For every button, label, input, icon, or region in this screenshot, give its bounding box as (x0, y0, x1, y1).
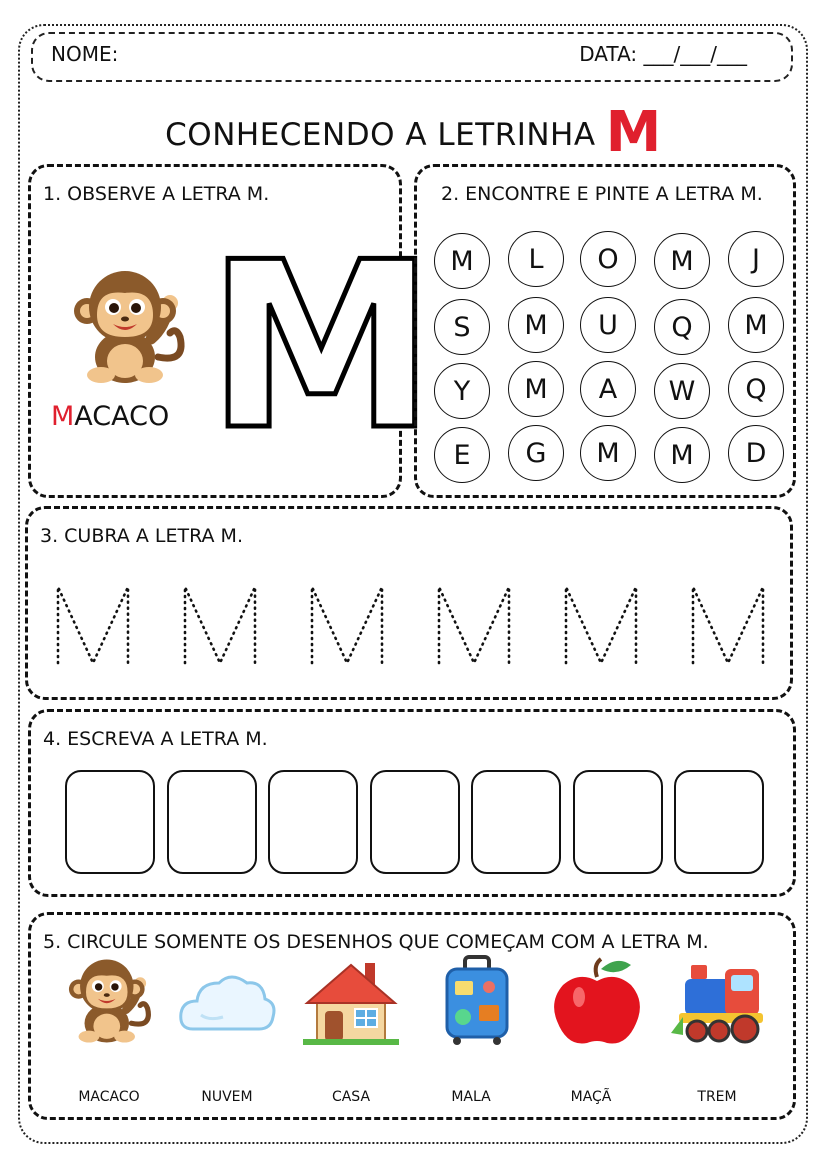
letter-circle[interactable]: M (508, 361, 564, 417)
letter-circle[interactable]: M (434, 233, 490, 289)
letter-circle[interactable]: J (728, 231, 784, 287)
traced-letter[interactable] (439, 587, 509, 663)
picture-label: MAÇÃ (570, 1089, 612, 1105)
section-circle (28, 912, 796, 1120)
word-macaco (51, 401, 169, 432)
word-first-letter: M (51, 401, 75, 432)
writing-box[interactable] (674, 770, 764, 874)
cloud-icon[interactable] (177, 955, 277, 1047)
letter-circle[interactable]: G (508, 425, 564, 481)
apple-icon[interactable] (547, 955, 647, 1047)
header-box (31, 32, 793, 82)
writing-box[interactable] (167, 770, 257, 874)
letter-circle[interactable]: L (508, 231, 564, 287)
picture-label: NUVEM (201, 1089, 253, 1105)
date-label: DATA: ___/___/___ (579, 42, 747, 66)
letter-circle[interactable]: M (654, 233, 710, 289)
picture-label: TREM (697, 1089, 737, 1105)
section-write (28, 709, 796, 897)
word-rest: ACACO (74, 401, 170, 432)
letter-circle[interactable]: W (654, 363, 710, 419)
letter-circle[interactable]: M (728, 297, 784, 353)
traced-letter[interactable] (58, 587, 128, 663)
letter-circle[interactable]: O (580, 231, 636, 287)
letter-circle[interactable]: Q (728, 361, 784, 417)
name-label: NOME: (51, 42, 119, 66)
house-icon[interactable] (301, 955, 401, 1047)
section-title: 3. CUBRA A LETRA M. (40, 525, 243, 547)
letter-circle[interactable]: U (580, 297, 636, 353)
writing-box[interactable] (573, 770, 663, 874)
monkey-icon[interactable] (59, 955, 159, 1047)
section-observe (28, 164, 436, 498)
title-letter: M (605, 100, 662, 165)
outline-letter: M (207, 214, 436, 481)
section-title: 1. OBSERVE A LETRA M. (43, 183, 270, 205)
traced-letter[interactable] (312, 587, 382, 663)
section-title: 5. CIRCULE SOMENTE OS DESENHOS QUE COMEÇAM COM A LETRA M. (43, 931, 709, 953)
section-trace (25, 506, 793, 700)
suitcase-icon[interactable] (427, 955, 527, 1047)
monkey-icon (63, 265, 193, 389)
letter-circle[interactable]: M (508, 297, 564, 353)
letter-circle[interactable]: E (434, 427, 490, 483)
letter-circle[interactable]: A (580, 361, 636, 417)
traced-letters (48, 581, 778, 671)
section-title: 2. ENCONTRE E PINTE A LETRA M. (441, 183, 763, 205)
letter-circle[interactable]: D (728, 425, 784, 481)
traced-letter[interactable] (185, 587, 255, 663)
writing-box[interactable] (65, 770, 155, 874)
picture-label: CASA (331, 1089, 371, 1105)
traced-letter[interactable] (693, 587, 763, 663)
page-title-text: CONHECENDO A LETRINHA (165, 117, 596, 153)
letter-circle[interactable]: S (434, 299, 490, 355)
writing-box[interactable] (471, 770, 561, 874)
picture-label: MACACO (78, 1089, 140, 1105)
letter-circle[interactable]: M (580, 425, 636, 481)
writing-box[interactable] (370, 770, 460, 874)
writing-box[interactable] (268, 770, 358, 874)
train-icon[interactable] (669, 955, 769, 1047)
picture-label: MALA (451, 1089, 491, 1105)
traced-letter[interactable] (566, 587, 636, 663)
section-title: 4. ESCREVA A LETRA M. (43, 728, 268, 750)
section-find (414, 164, 796, 498)
letter-circle[interactable]: Y (434, 363, 490, 419)
page-title (0, 100, 827, 165)
letter-circle[interactable]: M (654, 427, 710, 483)
letter-circle[interactable]: Q (654, 299, 710, 355)
